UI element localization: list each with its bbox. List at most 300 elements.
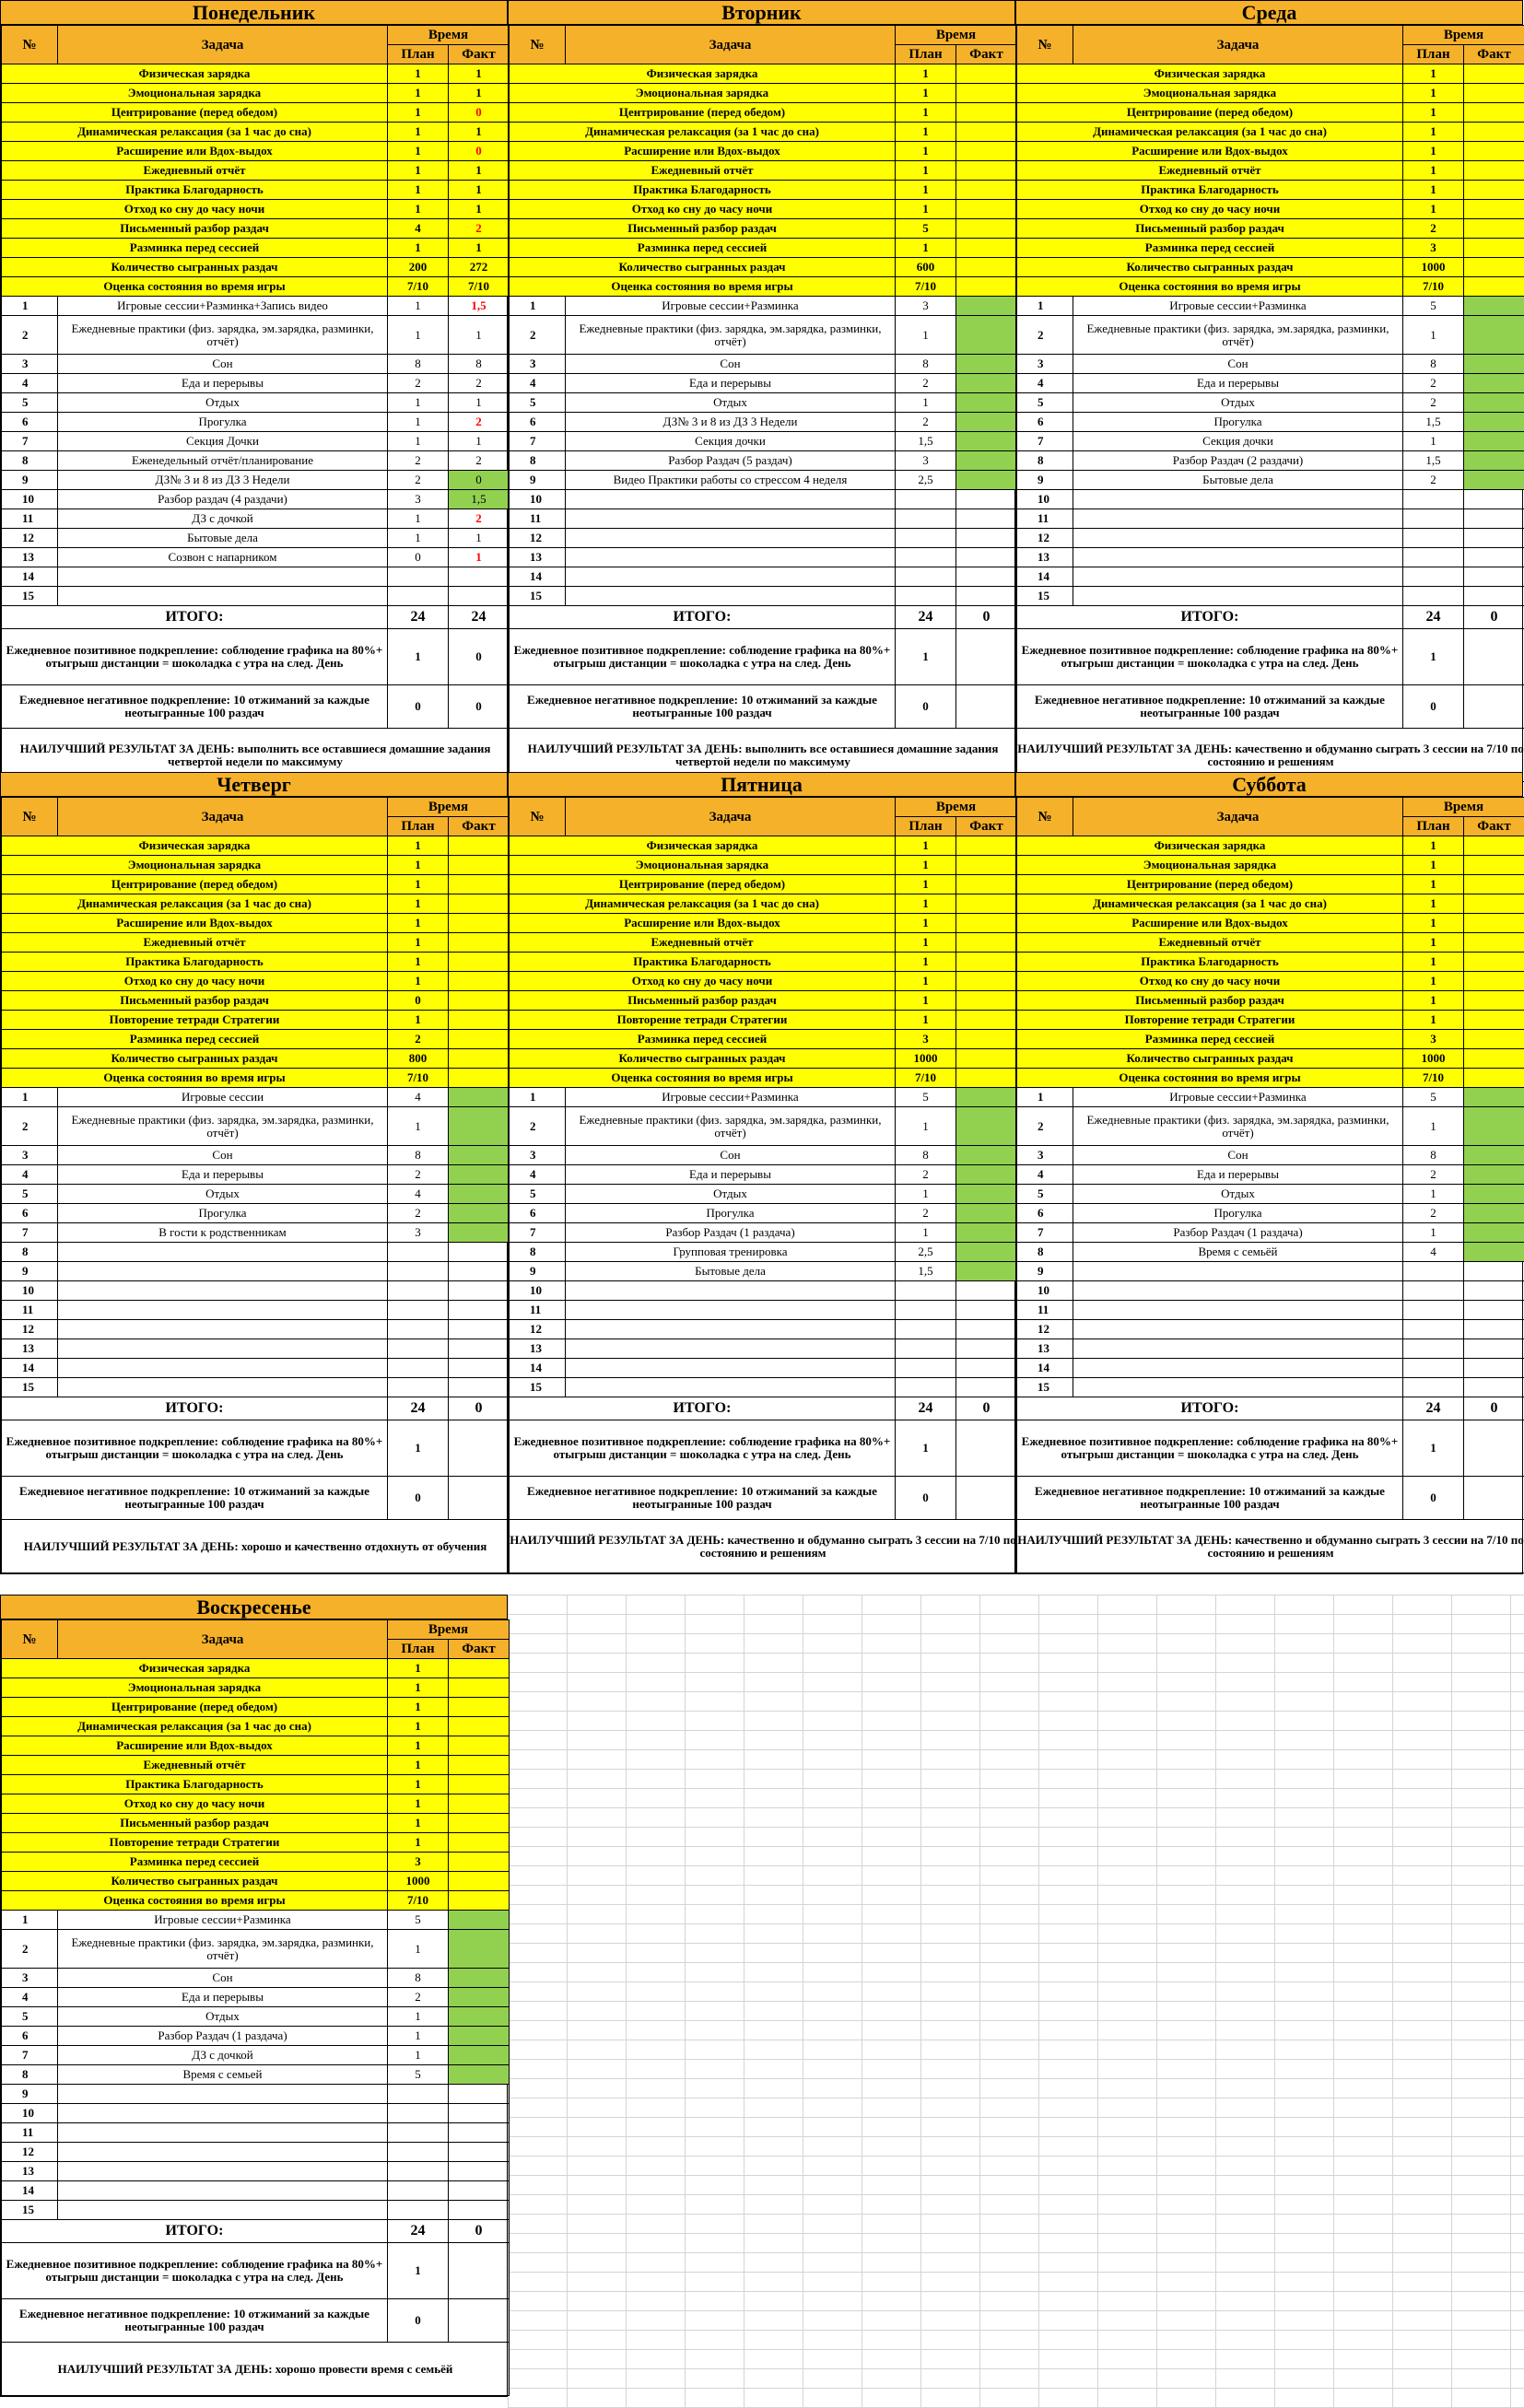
- task-name[interactable]: [58, 1301, 388, 1320]
- task-number[interactable]: 15: [510, 587, 566, 606]
- task-number[interactable]: 15: [1017, 587, 1073, 606]
- fact-cell[interactable]: [1464, 64, 1524, 84]
- fact-cell[interactable]: [1464, 123, 1524, 142]
- task-number[interactable]: 13: [510, 1339, 566, 1359]
- fact-cell[interactable]: [956, 1339, 1017, 1359]
- task-number[interactable]: 3: [510, 1146, 566, 1165]
- plan-cell[interactable]: 1: [388, 2027, 449, 2046]
- task-name[interactable]: Прогулка: [1073, 413, 1403, 432]
- best-result-cell[interactable]: [2, 1520, 510, 1573]
- plan-cell[interactable]: 1,5: [896, 432, 956, 451]
- plan-cell[interactable]: 3: [896, 451, 956, 471]
- plan-cell[interactable]: 2: [388, 1030, 449, 1049]
- positive-fact[interactable]: [956, 1420, 1017, 1477]
- task-name[interactable]: Созвон с напарником: [58, 548, 388, 567]
- plan-cell[interactable]: 1: [388, 64, 449, 84]
- task-name[interactable]: Отдых: [58, 393, 388, 413]
- fact-cell[interactable]: [449, 1204, 510, 1223]
- task-name[interactable]: Видео Практики работы со стрессом 4 неделя: [566, 471, 896, 490]
- habit-name[interactable]: Оценка состояния во время игры: [510, 277, 896, 297]
- fact-cell[interactable]: [449, 1872, 510, 1891]
- task-name[interactable]: [566, 1339, 896, 1359]
- task-name[interactable]: Ежедневные практики (физ. зарядка, эм.зарядка, разминки, отчёт): [58, 1930, 388, 1969]
- column-header-plan[interactable]: План: [1403, 817, 1464, 836]
- plan-cell[interactable]: 1: [1403, 103, 1464, 123]
- plan-cell[interactable]: 0: [388, 991, 449, 1011]
- plan-cell[interactable]: [896, 509, 956, 529]
- task-number[interactable]: 1: [1017, 1088, 1073, 1107]
- task-name[interactable]: [58, 1339, 388, 1359]
- plan-cell[interactable]: 1: [388, 103, 449, 123]
- task-name[interactable]: Сон: [566, 355, 896, 374]
- total-fact[interactable]: 0: [1464, 1397, 1524, 1420]
- task-number[interactable]: 12: [2, 1320, 58, 1339]
- fact-cell[interactable]: [1464, 277, 1524, 297]
- task-number[interactable]: 1: [2, 297, 58, 316]
- fact-cell[interactable]: [449, 1814, 510, 1833]
- fact-cell[interactable]: [1464, 836, 1524, 856]
- task-number[interactable]: 5: [1017, 1185, 1073, 1204]
- plan-cell[interactable]: 1: [1403, 914, 1464, 933]
- plan-cell[interactable]: [896, 548, 956, 567]
- habit-name[interactable]: Динамическая релаксация (за 1 час до сна): [2, 894, 388, 914]
- habit-name[interactable]: Письменный разбор раздач: [1017, 991, 1403, 1011]
- column-header-num[interactable]: №: [510, 26, 566, 64]
- fact-cell[interactable]: [1464, 894, 1524, 914]
- fact-cell[interactable]: [449, 1891, 510, 1911]
- fact-cell[interactable]: [1464, 548, 1524, 567]
- fact-cell[interactable]: [956, 316, 1017, 355]
- column-header-task[interactable]: Задача: [58, 26, 388, 64]
- plan-cell[interactable]: [896, 567, 956, 587]
- plan-cell[interactable]: 2: [896, 1165, 956, 1185]
- fact-cell[interactable]: [956, 856, 1017, 875]
- task-name[interactable]: Отдых: [566, 393, 896, 413]
- task-number[interactable]: 5: [2, 2007, 58, 2027]
- column-header-fact[interactable]: Факт: [449, 1640, 510, 1659]
- task-name[interactable]: [58, 2104, 388, 2123]
- fact-cell[interactable]: 1: [449, 432, 510, 451]
- task-number[interactable]: 2: [510, 316, 566, 355]
- plan-cell[interactable]: 2: [388, 1204, 449, 1223]
- positive-fact[interactable]: [1464, 1420, 1524, 1477]
- habit-name[interactable]: Эмоциональная зарядка: [2, 84, 388, 103]
- task-number[interactable]: 14: [2, 567, 58, 587]
- fact-cell[interactable]: [1464, 103, 1524, 123]
- fact-cell[interactable]: [449, 2201, 510, 2220]
- positive-reinforcement-label[interactable]: Ежедневное позитивное подкрепление: соблюдение графика на 80%+ отыгрыш дистанции = шоколадка с утра на след. День: [1017, 629, 1403, 685]
- column-header-plan[interactable]: План: [896, 45, 956, 64]
- habit-name[interactable]: Эмоциональная зарядка: [2, 856, 388, 875]
- habit-name[interactable]: Динамическая релаксация (за 1 час до сна): [1017, 123, 1403, 142]
- plan-cell[interactable]: 2: [896, 374, 956, 393]
- fact-cell[interactable]: [956, 1146, 1017, 1165]
- habit-name[interactable]: Практика Благодарность: [510, 181, 896, 200]
- task-name[interactable]: [58, 1281, 388, 1301]
- fact-cell[interactable]: [449, 587, 510, 606]
- task-name[interactable]: [566, 587, 896, 606]
- fact-cell[interactable]: [1464, 297, 1524, 316]
- plan-cell[interactable]: [1403, 1339, 1464, 1359]
- task-name[interactable]: [1073, 1320, 1403, 1339]
- plan-cell[interactable]: [388, 2085, 449, 2104]
- fact-cell[interactable]: [1464, 1011, 1524, 1030]
- positive-reinforcement-label[interactable]: Ежедневное позитивное подкрепление: соблюдение графика на 80%+ отыгрыш дистанции = шоколадка с утра на след. День: [510, 629, 896, 685]
- column-header-task[interactable]: Задача: [58, 798, 388, 836]
- fact-cell[interactable]: [449, 1185, 510, 1204]
- negative-reinforcement-label[interactable]: Ежедневное негативное подкрепление: 10 отжиманий за каждые неотыгранные 100 раздач: [2, 685, 388, 729]
- plan-cell[interactable]: 1: [388, 181, 449, 200]
- task-name[interactable]: [1073, 567, 1403, 587]
- plan-cell[interactable]: 1: [1403, 972, 1464, 991]
- task-name[interactable]: [1073, 1262, 1403, 1281]
- habit-name[interactable]: Письменный разбор раздач: [2, 219, 388, 239]
- habit-name[interactable]: Оценка состояния во время игры: [510, 1069, 896, 1088]
- task-name[interactable]: Еда и перерывы: [566, 374, 896, 393]
- task-name[interactable]: [566, 529, 896, 548]
- task-name[interactable]: Ежедневные практики (физ. зарядка, эм.зарядка, разминки, отчёт): [58, 1107, 388, 1146]
- plan-cell[interactable]: 200: [388, 258, 449, 277]
- fact-cell[interactable]: [956, 509, 1017, 529]
- task-name[interactable]: Групповая тренировка: [566, 1243, 896, 1262]
- plan-cell[interactable]: [896, 490, 956, 509]
- task-name[interactable]: [58, 2181, 388, 2201]
- plan-cell[interactable]: [388, 1301, 449, 1320]
- column-header-fact[interactable]: Факт: [956, 45, 1017, 64]
- plan-cell[interactable]: [896, 1339, 956, 1359]
- plan-cell[interactable]: 1: [1403, 64, 1464, 84]
- habit-name[interactable]: Ежедневный отчёт: [510, 933, 896, 953]
- plan-cell[interactable]: 1: [388, 972, 449, 991]
- fact-cell[interactable]: [956, 991, 1017, 1011]
- plan-cell[interactable]: 2: [388, 1165, 449, 1185]
- task-name[interactable]: Сон: [58, 355, 388, 374]
- task-name[interactable]: [58, 2162, 388, 2181]
- task-number[interactable]: 8: [2, 451, 58, 471]
- habit-name[interactable]: Разминка перед сессией: [2, 239, 388, 258]
- plan-cell[interactable]: 1: [1403, 142, 1464, 161]
- fact-cell[interactable]: [956, 393, 1017, 413]
- task-number[interactable]: 2: [2, 1930, 58, 1969]
- plan-cell[interactable]: 1: [896, 1107, 956, 1146]
- task-number[interactable]: 12: [1017, 1320, 1073, 1339]
- column-header-plan[interactable]: План: [388, 817, 449, 836]
- task-number[interactable]: 7: [510, 1223, 566, 1243]
- task-name[interactable]: [566, 548, 896, 567]
- task-name[interactable]: [566, 567, 896, 587]
- habit-name[interactable]: Динамическая релаксация (за 1 час до сна): [1017, 894, 1403, 914]
- fact-cell[interactable]: [956, 471, 1017, 490]
- task-number[interactable]: 5: [1017, 393, 1073, 413]
- negative-reinforcement-label[interactable]: Ежедневное негативное подкрепление: 10 отжиманий за каждые неотыгранные 100 раздач: [2, 1477, 388, 1520]
- fact-cell[interactable]: [449, 2027, 510, 2046]
- habit-name[interactable]: Разминка перед сессией: [1017, 239, 1403, 258]
- fact-cell[interactable]: [1464, 1107, 1524, 1146]
- task-number[interactable]: 11: [2, 2123, 58, 2143]
- plan-cell[interactable]: 1: [1403, 933, 1464, 953]
- task-number[interactable]: 10: [2, 490, 58, 509]
- task-number[interactable]: 7: [510, 432, 566, 451]
- habit-name[interactable]: Количество сыгранных раздач: [2, 1872, 388, 1891]
- habit-name[interactable]: Отход ко сну до часу ночи: [2, 1794, 388, 1814]
- positive-plan[interactable]: 1: [388, 2243, 449, 2299]
- task-number[interactable]: 6: [2, 413, 58, 432]
- column-header-fact[interactable]: Факт: [1464, 45, 1524, 64]
- fact-cell[interactable]: [1464, 509, 1524, 529]
- positive-reinforcement-label[interactable]: Ежедневное позитивное подкрепление: соблюдение графика на 80%+ отыгрыш дистанции = шоколадка с утра на след. День: [2, 2243, 388, 2299]
- plan-cell[interactable]: [1403, 1262, 1464, 1281]
- habit-name[interactable]: Отход ко сну до часу ночи: [510, 200, 896, 219]
- plan-cell[interactable]: 1: [388, 123, 449, 142]
- habit-name[interactable]: Эмоциональная зарядка: [1017, 856, 1403, 875]
- plan-cell[interactable]: 1: [388, 1011, 449, 1030]
- task-number[interactable]: 9: [1017, 471, 1073, 490]
- habit-name[interactable]: Оценка состояния во время игры: [2, 1891, 388, 1911]
- habit-name[interactable]: Повторение тетради Стратегии: [2, 1833, 388, 1853]
- total-plan[interactable]: 24: [896, 1397, 956, 1420]
- habit-name[interactable]: Отход ко сну до часу ночи: [2, 200, 388, 219]
- task-number[interactable]: 6: [1017, 1204, 1073, 1223]
- task-name[interactable]: Игровые сессии+Разминка: [566, 297, 896, 316]
- fact-cell[interactable]: [449, 1107, 510, 1146]
- plan-cell[interactable]: 3: [388, 1223, 449, 1243]
- habit-name[interactable]: Физическая зарядка: [1017, 836, 1403, 856]
- plan-cell[interactable]: 0: [388, 548, 449, 567]
- task-name[interactable]: Еда и перерывы: [58, 1165, 388, 1185]
- task-name[interactable]: [566, 509, 896, 529]
- fact-cell[interactable]: [956, 1204, 1017, 1223]
- task-name[interactable]: [1073, 1359, 1403, 1378]
- fact-cell[interactable]: [1464, 1359, 1524, 1378]
- task-number[interactable]: 10: [1017, 1281, 1073, 1301]
- task-number[interactable]: 3: [1017, 355, 1073, 374]
- plan-cell[interactable]: 1: [388, 432, 449, 451]
- habit-name[interactable]: Динамическая релаксация (за 1 час до сна): [510, 123, 896, 142]
- fact-cell[interactable]: [1464, 1243, 1524, 1262]
- task-name[interactable]: [566, 1378, 896, 1397]
- fact-cell[interactable]: [1464, 972, 1524, 991]
- task-name[interactable]: [566, 1359, 896, 1378]
- plan-cell[interactable]: 8: [388, 1969, 449, 1988]
- plan-cell[interactable]: 4: [388, 219, 449, 239]
- plan-cell[interactable]: 7/10: [1403, 277, 1464, 297]
- fact-cell[interactable]: [449, 1030, 510, 1049]
- positive-plan[interactable]: 1: [1403, 629, 1464, 685]
- plan-cell[interactable]: 1: [388, 142, 449, 161]
- plan-cell[interactable]: [896, 1281, 956, 1301]
- fact-cell[interactable]: 8: [449, 355, 510, 374]
- best-result-cell[interactable]: [2, 2343, 510, 2396]
- task-number[interactable]: 5: [2, 393, 58, 413]
- column-header-time[interactable]: Время: [1403, 798, 1524, 817]
- column-header-fact[interactable]: Факт: [956, 817, 1017, 836]
- task-number[interactable]: 7: [1017, 432, 1073, 451]
- fact-cell[interactable]: [1464, 161, 1524, 181]
- fact-cell[interactable]: [1464, 200, 1524, 219]
- habit-name[interactable]: Физическая зарядка: [2, 64, 388, 84]
- plan-cell[interactable]: 3: [896, 297, 956, 316]
- task-number[interactable]: 6: [2, 1204, 58, 1223]
- plan-cell[interactable]: 1: [896, 953, 956, 972]
- fact-cell[interactable]: [956, 548, 1017, 567]
- plan-cell[interactable]: [388, 567, 449, 587]
- column-header-fact[interactable]: Факт: [1464, 817, 1524, 836]
- task-number[interactable]: 14: [2, 2181, 58, 2201]
- plan-cell[interactable]: [388, 1320, 449, 1339]
- fact-cell[interactable]: 1: [449, 123, 510, 142]
- plan-cell[interactable]: 1: [388, 393, 449, 413]
- habit-name[interactable]: Центрирование (перед обедом): [2, 875, 388, 894]
- total-fact[interactable]: 0: [956, 1397, 1017, 1420]
- fact-cell[interactable]: [1464, 856, 1524, 875]
- fact-cell[interactable]: [449, 953, 510, 972]
- column-header-task[interactable]: Задача: [1073, 26, 1403, 64]
- best-result-cell[interactable]: [510, 1520, 1017, 1573]
- task-number[interactable]: 8: [510, 451, 566, 471]
- task-name[interactable]: [58, 1243, 388, 1262]
- fact-cell[interactable]: [956, 1030, 1017, 1049]
- task-number[interactable]: 8: [2, 2065, 58, 2085]
- habit-name[interactable]: Расширение или Вдох-выдох: [510, 142, 896, 161]
- fact-cell[interactable]: 2: [449, 219, 510, 239]
- task-number[interactable]: 3: [510, 355, 566, 374]
- task-number[interactable]: 1: [510, 1088, 566, 1107]
- habit-name[interactable]: Центрирование (перед обедом): [1017, 103, 1403, 123]
- fact-cell[interactable]: [449, 1698, 510, 1717]
- task-name[interactable]: Сон: [1073, 1146, 1403, 1165]
- fact-cell[interactable]: [956, 1281, 1017, 1301]
- plan-cell[interactable]: 2: [1403, 219, 1464, 239]
- total-plan[interactable]: 24: [388, 2220, 449, 2243]
- task-name[interactable]: Еда и перерывы: [566, 1165, 896, 1185]
- plan-cell[interactable]: 1: [388, 856, 449, 875]
- fact-cell[interactable]: [1464, 914, 1524, 933]
- plan-cell[interactable]: 1: [896, 84, 956, 103]
- column-header-num[interactable]: №: [2, 1620, 58, 1659]
- plan-cell[interactable]: 3: [1403, 239, 1464, 258]
- fact-cell[interactable]: [956, 1359, 1017, 1378]
- negative-fact[interactable]: 0: [449, 685, 510, 729]
- negative-plan[interactable]: 0: [388, 2299, 449, 2343]
- task-number[interactable]: 5: [510, 1185, 566, 1204]
- fact-cell[interactable]: [449, 1320, 510, 1339]
- total-fact[interactable]: 0: [956, 606, 1017, 629]
- habit-name[interactable]: Отход ко сну до часу ночи: [1017, 200, 1403, 219]
- task-number[interactable]: 6: [510, 1204, 566, 1223]
- fact-cell[interactable]: [449, 1717, 510, 1736]
- task-name[interactable]: Разбор раздач (4 раздачи): [58, 490, 388, 509]
- plan-cell[interactable]: 1: [1403, 875, 1464, 894]
- fact-cell[interactable]: [956, 529, 1017, 548]
- plan-cell[interactable]: 600: [896, 258, 956, 277]
- fact-cell[interactable]: [449, 1088, 510, 1107]
- plan-cell[interactable]: 1: [388, 84, 449, 103]
- total-fact[interactable]: 24: [449, 606, 510, 629]
- plan-cell[interactable]: [1403, 1301, 1464, 1320]
- task-name[interactable]: [58, 1359, 388, 1378]
- fact-cell[interactable]: [956, 200, 1017, 219]
- task-number[interactable]: 15: [2, 2201, 58, 2220]
- fact-cell[interactable]: [449, 1339, 510, 1359]
- plan-cell[interactable]: 7/10: [388, 277, 449, 297]
- fact-cell[interactable]: [1464, 1185, 1524, 1204]
- plan-cell[interactable]: 1: [1403, 200, 1464, 219]
- fact-cell[interactable]: [956, 587, 1017, 606]
- task-number[interactable]: 3: [2, 1146, 58, 1165]
- negative-reinforcement-label[interactable]: Ежедневное негативное подкрепление: 10 отжиманий за каждые неотыгранные 100 раздач: [1017, 685, 1403, 729]
- habit-name[interactable]: Практика Благодарность: [510, 953, 896, 972]
- fact-cell[interactable]: [449, 1988, 510, 2007]
- fact-cell[interactable]: [956, 413, 1017, 432]
- fact-cell[interactable]: [449, 1359, 510, 1378]
- task-name[interactable]: Сон: [1073, 355, 1403, 374]
- fact-cell[interactable]: [449, 1659, 510, 1678]
- task-name[interactable]: Бытовые дела: [1073, 471, 1403, 490]
- fact-cell[interactable]: [449, 1165, 510, 1185]
- fact-cell[interactable]: [1464, 219, 1524, 239]
- habit-name[interactable]: Разминка перед сессией: [2, 1853, 388, 1872]
- positive-plan[interactable]: 1: [896, 1420, 956, 1477]
- task-name[interactable]: Сон: [58, 1146, 388, 1165]
- task-number[interactable]: 7: [2, 1223, 58, 1243]
- total-label[interactable]: ИТОГО:: [1017, 1397, 1403, 1420]
- positive-fact[interactable]: [1464, 629, 1524, 685]
- fact-cell[interactable]: [1464, 393, 1524, 413]
- plan-cell[interactable]: 1: [1403, 1223, 1464, 1243]
- task-name[interactable]: [1073, 1281, 1403, 1301]
- plan-cell[interactable]: 2,5: [896, 1243, 956, 1262]
- total-plan[interactable]: 24: [1403, 606, 1464, 629]
- fact-cell[interactable]: [1464, 529, 1524, 548]
- task-number[interactable]: 4: [510, 1165, 566, 1185]
- plan-cell[interactable]: 1,5: [1403, 451, 1464, 471]
- fact-cell[interactable]: [956, 972, 1017, 991]
- fact-cell[interactable]: [449, 894, 510, 914]
- task-name[interactable]: [566, 1301, 896, 1320]
- plan-cell[interactable]: 1: [1403, 991, 1464, 1011]
- habit-name[interactable]: Практика Благодарность: [2, 1775, 388, 1794]
- negative-reinforcement-label[interactable]: Ежедневное негативное подкрепление: 10 отжиманий за каждые неотыгранные 100 раздач: [510, 1477, 896, 1520]
- plan-cell[interactable]: 5: [1403, 297, 1464, 316]
- habit-name[interactable]: Центрирование (перед обедом): [2, 103, 388, 123]
- fact-cell[interactable]: [449, 1833, 510, 1853]
- habit-name[interactable]: Письменный разбор раздач: [510, 991, 896, 1011]
- plan-cell[interactable]: 8: [896, 355, 956, 374]
- habit-name[interactable]: Эмоциональная зарядка: [1017, 84, 1403, 103]
- task-name[interactable]: Время с семьей: [58, 2065, 388, 2085]
- positive-plan[interactable]: 1: [896, 629, 956, 685]
- negative-plan[interactable]: 0: [896, 685, 956, 729]
- column-header-time[interactable]: Время: [896, 798, 1017, 817]
- positive-fact[interactable]: [956, 629, 1017, 685]
- plan-cell[interactable]: 1: [388, 1678, 449, 1698]
- habit-name[interactable]: Ежедневный отчёт: [1017, 933, 1403, 953]
- habit-name[interactable]: Расширение или Вдох-выдох: [1017, 914, 1403, 933]
- task-name[interactable]: [58, 1378, 388, 1397]
- task-number[interactable]: 15: [1017, 1378, 1073, 1397]
- plan-cell[interactable]: [1403, 1378, 1464, 1397]
- fact-cell[interactable]: [449, 1969, 510, 1988]
- plan-cell[interactable]: 1: [1403, 1011, 1464, 1030]
- plan-cell[interactable]: [388, 1378, 449, 1397]
- task-number[interactable]: 9: [1017, 1262, 1073, 1281]
- task-name[interactable]: Еда и перерывы: [1073, 374, 1403, 393]
- task-number[interactable]: 8: [1017, 451, 1073, 471]
- plan-cell[interactable]: 1: [896, 914, 956, 933]
- fact-cell[interactable]: [449, 972, 510, 991]
- column-header-time[interactable]: Время: [1403, 26, 1524, 45]
- fact-cell[interactable]: [449, 2123, 510, 2143]
